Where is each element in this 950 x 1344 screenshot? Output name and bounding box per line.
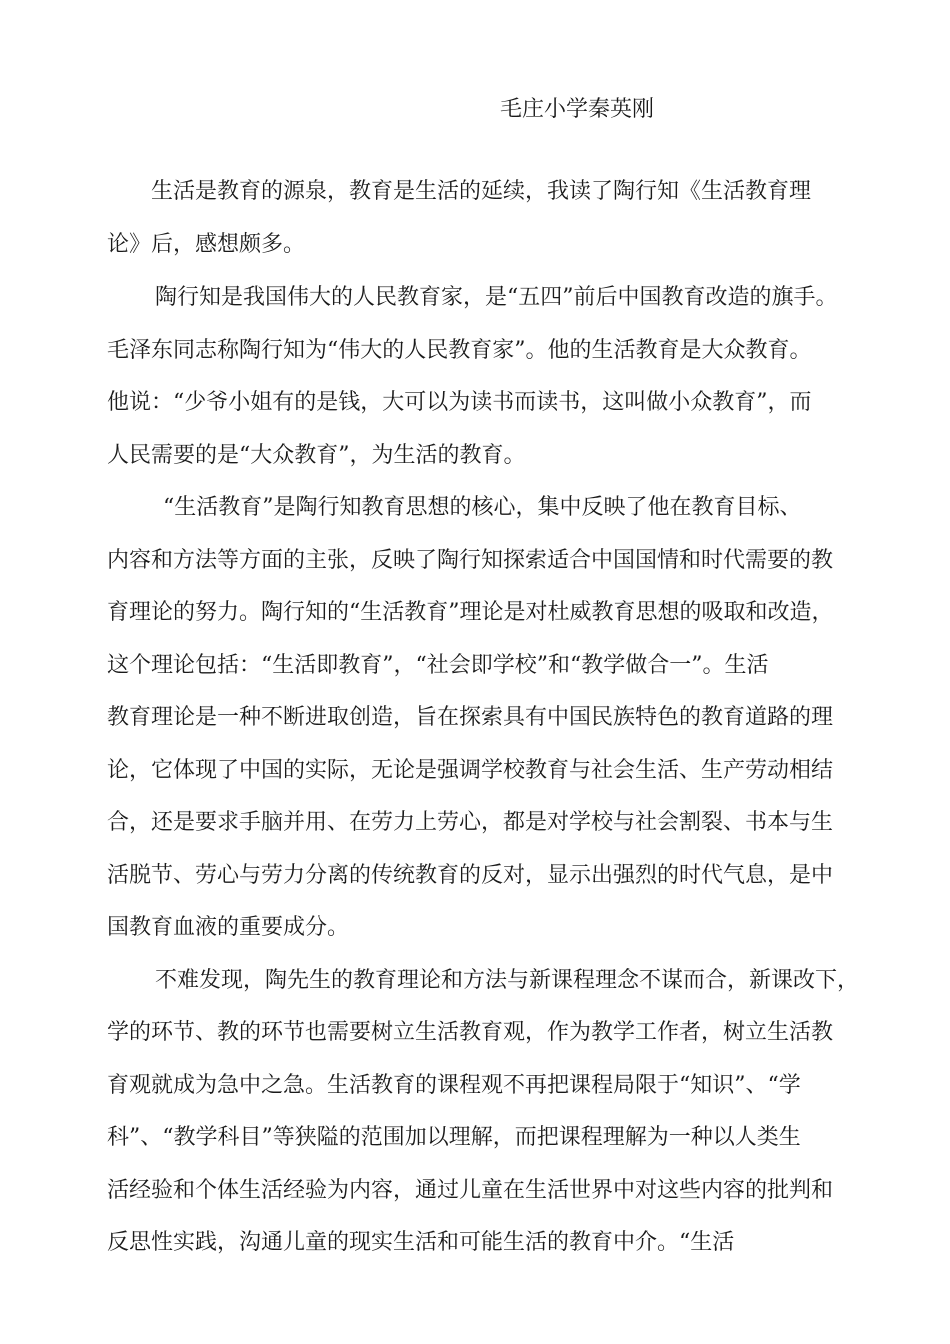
p3-line-8: 活脱节、劳心与劳力分离的传统教育的反对，显示出强烈的时代气息，是中	[107, 863, 834, 888]
p4-line-4: 科”、“教学科目”等狭隘的范围加以理解，而把课程理解为一种以人类生	[107, 1125, 801, 1150]
p3-line-9: 国教育血液的重要成分。	[107, 915, 350, 940]
p4-line-2: 学的环节、教的环节也需要树立生活教育观，作为教学工作者，树立生活教	[107, 1020, 834, 1045]
p2-line-4: 人民需要的是“大众教育”，为生活的教育。	[107, 443, 526, 468]
p1-line-1: 生活是教育的源泉，教育是生活的延续，我读了陶行知《生活教育理	[151, 179, 812, 204]
p3-line-4: 这个理论包括：“生活即教育”，“社会即学校”和“教学做合一”。生活	[107, 653, 769, 678]
p3-line-1: “生活教育”是陶行知教育思想的核心，集中反映了他在教育目标、	[163, 495, 802, 520]
p3-line-6: 论，它体现了中国的实际，无论是强调学校教育与社会生活、生产劳动相结	[107, 758, 834, 783]
p3-line-5: 教育理论是一种不断进取创造，旨在探索具有中国民族特色的教育道路的理	[107, 705, 834, 730]
p4-line-6: 反思性实践，沟通儿童的现实生活和可能生活的教育中介。“生活	[107, 1230, 735, 1255]
p3-line-7: 合，还是要求手脑并用、在劳力上劳心，都是对学校与社会割裂、书本与生	[107, 810, 834, 835]
p4-line-1: 不难发现，陶先生的教育理论和方法与新课程理念不谋而合，新课改下，	[155, 968, 860, 993]
p1-line-2: 论》后，感想颇多。	[107, 232, 306, 257]
p2-line-3: 他说：“少爷小姐有的是钱，大可以为读书而读书，这叫做小众教育”，而	[107, 390, 812, 415]
p3-line-3: 育理论的努力。陶行知的“生活教育”理论是对杜威教育思想的吸取和改造，	[107, 600, 834, 625]
p3-line-2: 内容和方法等方面的主张，反映了陶行知探索适合中国国情和时代需要的教	[107, 548, 834, 573]
author-line: 毛庄小学秦英刚	[500, 97, 655, 122]
p2-line-2: 毛泽东同志称陶行知为“伟大的人民教育家”。他的生活教育是大众教育。	[107, 338, 812, 363]
p2-line-1: 陶行知是我国伟大的人民教育家，是“五四”前后中国教育改造的旗手。	[155, 285, 838, 310]
p4-line-5: 活经验和个体生活经验为内容，通过儿童在生活世界中对这些内容的批判和	[107, 1178, 834, 1203]
p4-line-3: 育观就成为急中之急。生活教育的课程观不再把课程局限于“知识”、“学	[107, 1073, 801, 1098]
